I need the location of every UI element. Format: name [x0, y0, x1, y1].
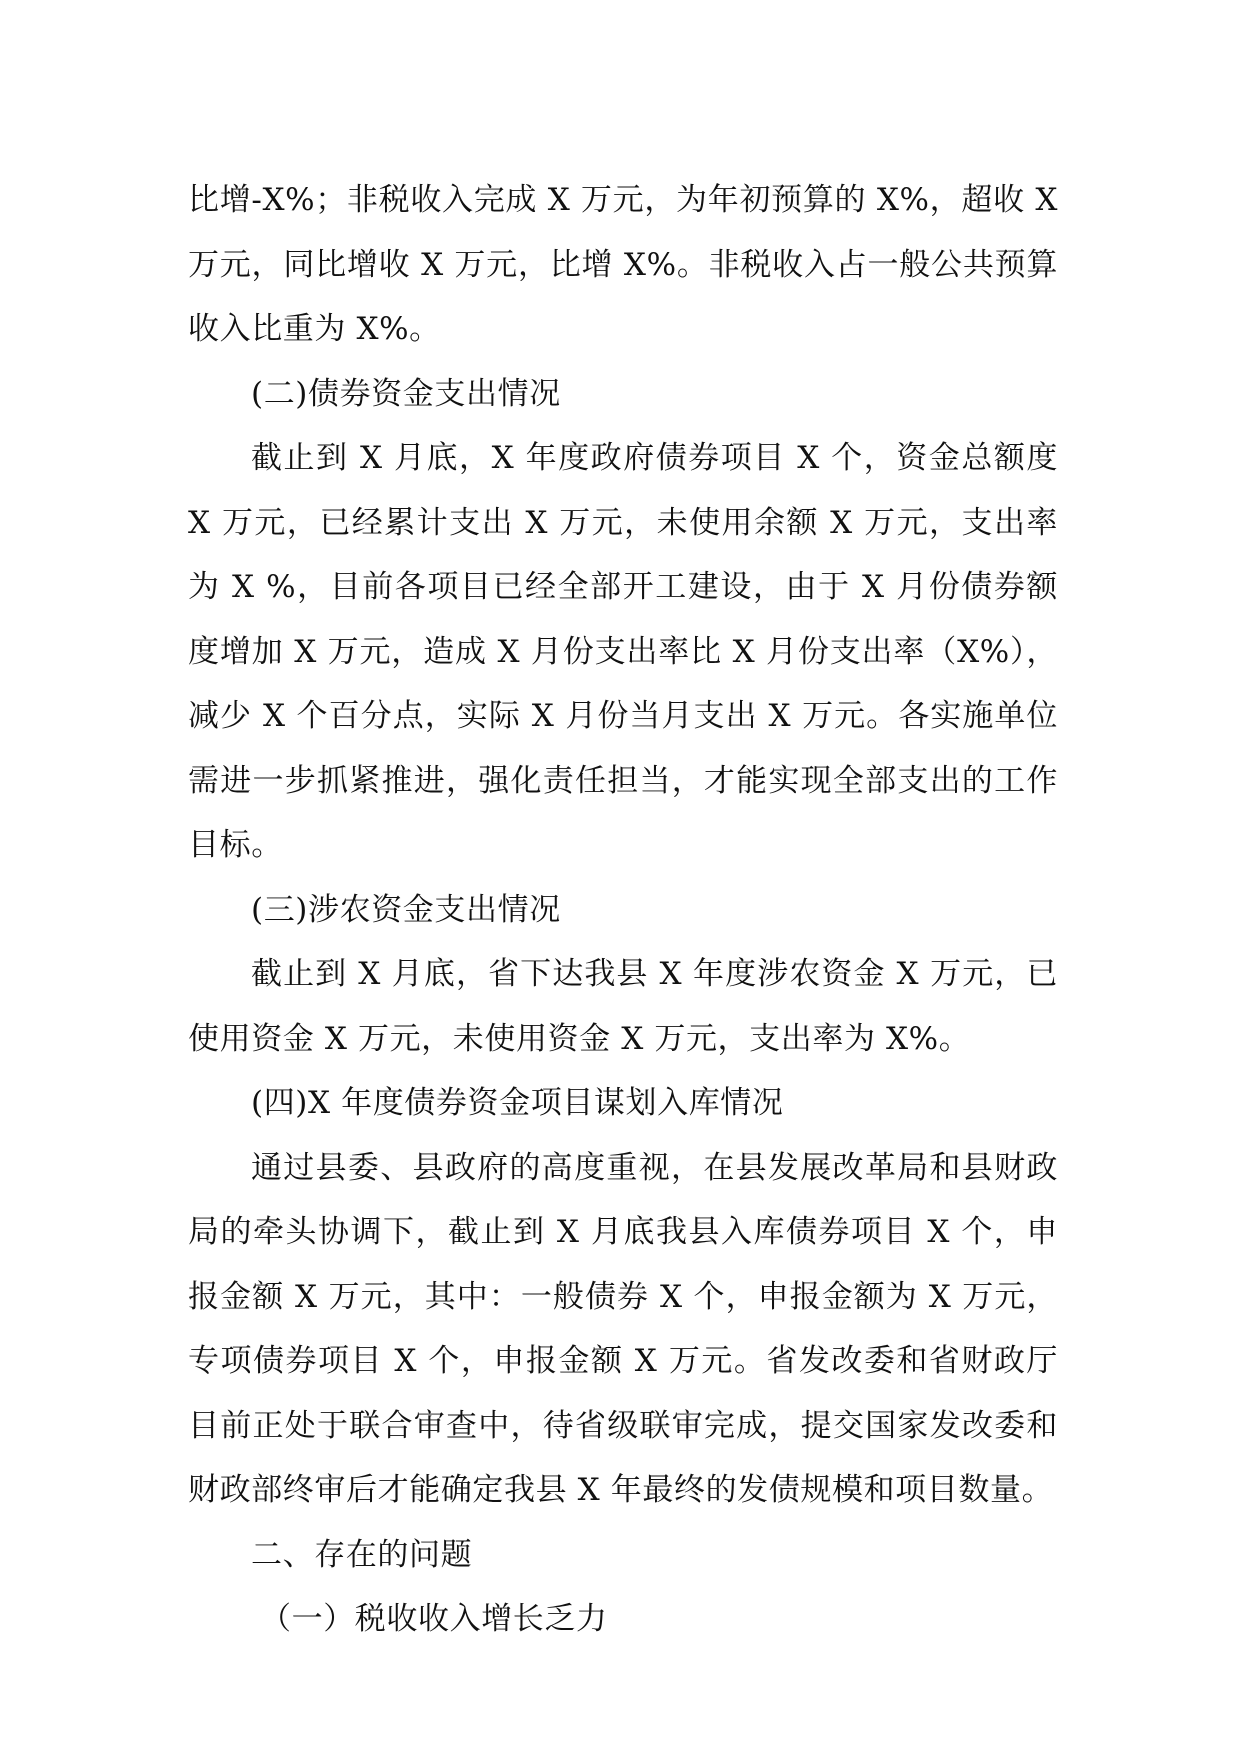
heading-tax-growth: （一）税收收入增长乏力	[260, 1601, 608, 1637]
paragraph-bond-projects: 通过县委、县政府的高度重视，在县发展改革局和县财政局的牵头协调下，截止到 X 月底我县入库债券项目 X 个，申报金额 X 万元，其中：一般债券 X 个，申报金额为 X 万元，专项债券项目 X 个，申报金额 X 万元。省发改委和省财政厅目前正处于联合审查中，待省级联审完成，提交国家发改委和财政部终审后才能确定我县 X 年最终的发债规模和项目数量。	[188, 1149, 1058, 1508]
heading-bond-expenditure: (二)债券资金支出情况	[251, 375, 561, 412]
document-body	[188, 168, 1058, 1652]
paragraph-revenue-continued: 比增-X%；非税收入完成 X 万元，为年初预算的 X%，超收 X 万元，同比增收 X 万元，比增 X%。非税收入占一般公共预算收入比重为 X%。	[188, 182, 1058, 347]
heading-bond-projects: (四)X 年度债券资金项目谋划入库情况	[251, 1085, 784, 1121]
heading-problems: 二、存在的问题	[251, 1536, 473, 1573]
paragraph-agri-funds: 截止到 X 月底，省下达我县 X 年度涉农资金 X 万元，已使用资金 X 万元，未使用资金 X 万元，支出率为 X%。	[188, 956, 1058, 1057]
heading-agri-funds: (三)涉农资金支出情况	[251, 891, 561, 928]
paragraph-bond-expenditure: 截止到 X 月底，X 年度政府债券项目 X 个，资金总额度 X 万元，已经累计支出 X 万元，未使用余额 X 万元，支出率为 X %，目前各项目已经全部开工建设，由于 X 月份债券额度增加 X 万元，造成 X 月份支出率比 X 月份支出率（X%），减少 X 个百分点，实际 X 月份当月支出 X 万元。各实施单位需进一步抓紧推进，强化责任担当，才能实现全部支出的工作目标。	[188, 440, 1058, 863]
